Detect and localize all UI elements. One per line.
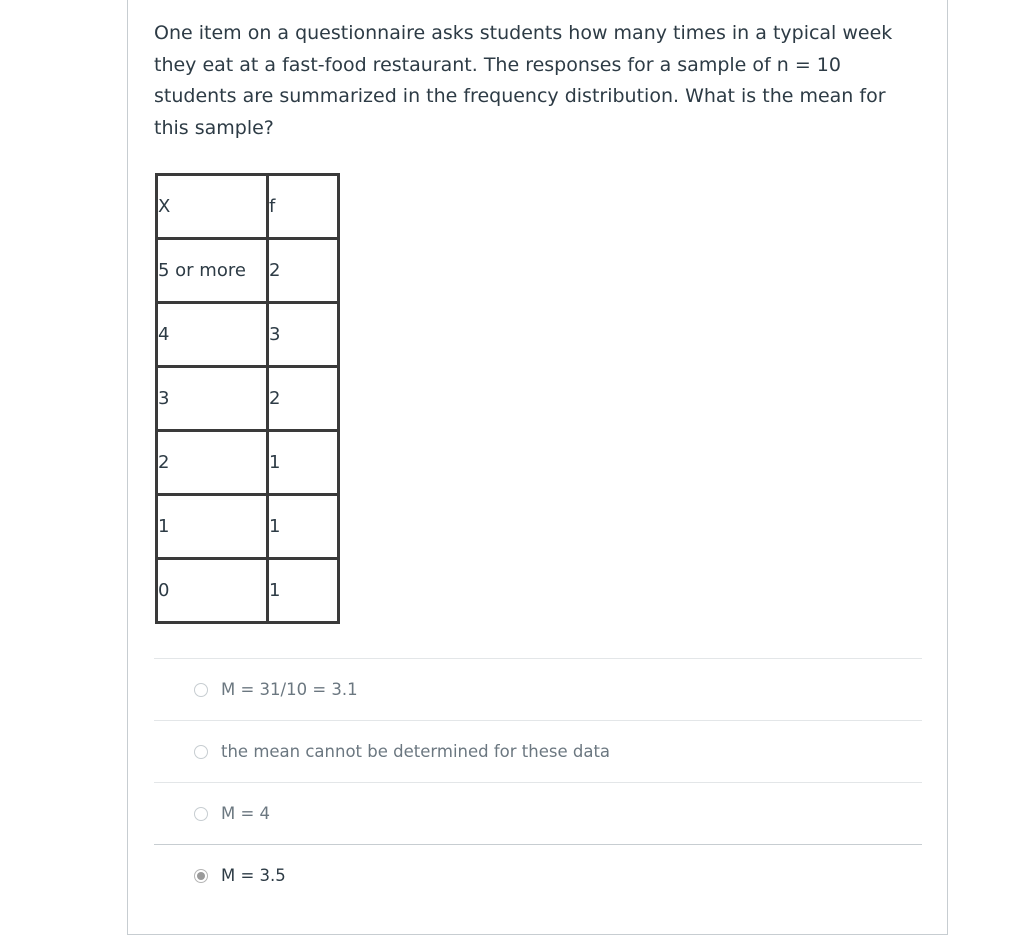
radio-button[interactable] (194, 683, 208, 697)
answer-option-4[interactable] (154, 844, 922, 906)
radio-button[interactable] (194, 745, 208, 759)
table-cell-f: 1 (268, 495, 340, 559)
table-cell-f: 1 (268, 431, 340, 495)
table-cell-f: 2 (268, 367, 340, 431)
table-header-f: f (268, 174, 340, 239)
table-cell-f: 2 (268, 239, 340, 303)
answer-label[interactable]: M = 3.5 (221, 866, 286, 885)
radio-button-selected[interactable] (194, 869, 208, 883)
table-row (156, 239, 339, 303)
table-cell-x: 3 (156, 367, 268, 431)
table-row (156, 367, 339, 431)
table-row (156, 303, 339, 367)
table-cell-f: 3 (268, 303, 340, 367)
table-row (156, 495, 339, 559)
answer-option-1[interactable] (154, 658, 922, 720)
table-cell-x: 2 (156, 431, 268, 495)
radio-button[interactable] (194, 807, 208, 821)
answer-label[interactable]: the mean cannot be determined for these data (221, 742, 611, 761)
table-cell-x: 5 or more (156, 239, 268, 303)
answer-label[interactable]: M = 31/10 = 3.1 (221, 680, 358, 699)
table-row (156, 431, 339, 495)
table-cell-x: 4 (156, 303, 268, 367)
frequency-table (155, 173, 340, 624)
answer-label[interactable]: M = 4 (221, 804, 271, 823)
question-card (127, 0, 948, 935)
answer-option-2[interactable] (154, 720, 922, 782)
table-row (156, 559, 339, 624)
table-header-x: X (156, 174, 268, 239)
table-cell-x: 1 (156, 495, 268, 559)
table-header-row (156, 174, 339, 239)
answer-option-3[interactable] (154, 782, 922, 844)
table-cell-f: 1 (268, 559, 340, 624)
question-text: One item on a questionnaire asks students how many times in a typical week they eat at a fast-food restaurant. The responses for a sample of n = 10 students are summarized in the frequency distribution. What is the mean for this sample? (154, 22, 893, 139)
answer-list (154, 658, 922, 906)
table-cell-x: 0 (156, 559, 268, 624)
